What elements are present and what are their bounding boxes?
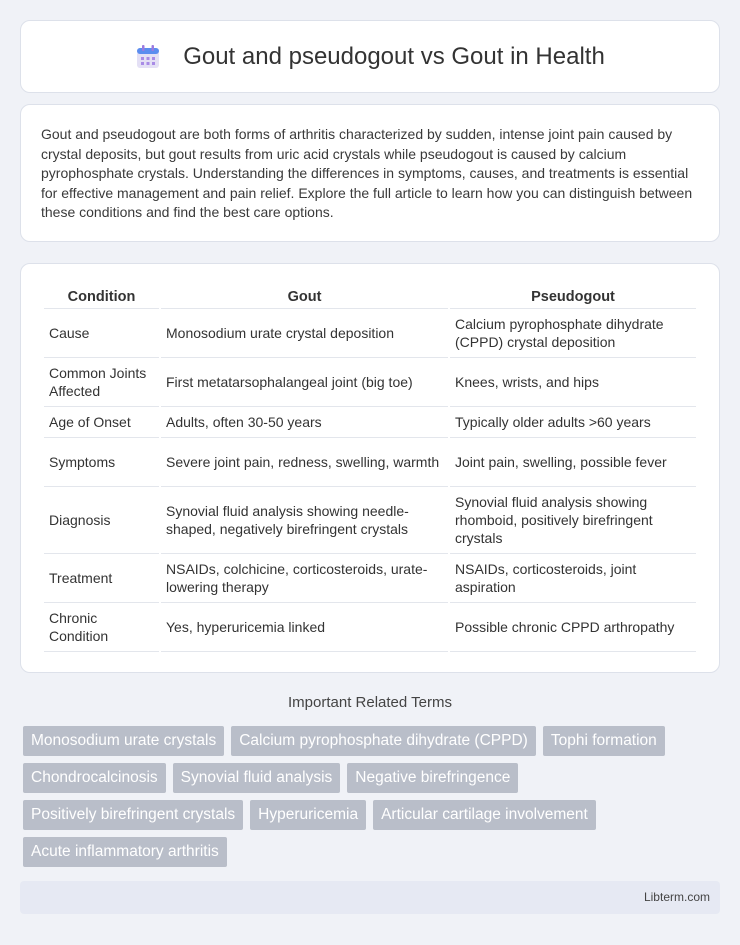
pseudogout-cell: Calcium pyrophosphate dihydrate (CPPD) crystal deposition: [450, 309, 696, 358]
table-row: [44, 603, 696, 652]
row-label: Common Joints Affected: [44, 358, 159, 407]
related-terms-list: [23, 726, 723, 874]
header-pseudogout: Pseudogout: [450, 284, 696, 309]
pseudogout-cell: NSAIDs, corticosteroids, joint aspiration: [450, 554, 696, 603]
row-label: Diagnosis: [44, 487, 159, 554]
row-label: Symptoms: [44, 438, 159, 487]
table-row: [44, 554, 696, 603]
pseudogout-cell: Synovial fluid analysis showing rhomboid, positively birefringent crystals: [450, 487, 696, 554]
footer: [20, 881, 720, 914]
related-terms-title: Important Related Terms: [288, 694, 452, 711]
page-title: Gout and pseudogout vs Gout in Health: [183, 42, 605, 70]
header-condition: Condition: [44, 284, 159, 309]
related-term-tag[interactable]: Chondrocalcinosis: [23, 763, 166, 793]
related-term-tag[interactable]: Negative birefringence: [347, 763, 518, 793]
related-term-tag[interactable]: Synovial fluid analysis: [173, 763, 341, 793]
related-term-tag[interactable]: Calcium pyrophosphate dihydrate (CPPD): [231, 726, 536, 756]
row-label: Cause: [44, 309, 159, 358]
related-term-tag[interactable]: Tophi formation: [543, 726, 665, 756]
footer-site-link[interactable]: Libterm.com: [643, 890, 710, 904]
gout-cell: Monosodium urate crystal deposition: [161, 309, 448, 358]
header-card: [20, 20, 720, 93]
header-gout: Gout: [161, 284, 448, 309]
pseudogout-cell: Joint pain, swelling, possible fever: [450, 438, 696, 487]
intro-text: Gout and pseudogout are both forms of arthritis characterized by sudden, intense joint pain caused by crystal deposits, but gout results from uric acid crystals while pseudogout is caused by calcium pyrophosphate crystals. Understanding the differences in symptoms, causes, and treatments is essential for effective management and pain relief. Explore the full article to learn how you can distinguish between these conditions and find the best care options.: [41, 126, 693, 220]
gout-cell: Adults, often 30-50 years: [161, 407, 448, 438]
gout-cell: NSAIDs, colchicine, corticosteroids, urate-lowering therapy: [161, 554, 448, 603]
table-row: [44, 407, 696, 438]
row-label: Treatment: [44, 554, 159, 603]
table-row: [44, 309, 696, 358]
row-label: Age of Onset: [44, 407, 159, 438]
calendar-icon: [135, 44, 161, 70]
gout-cell: Synovial fluid analysis showing needle-shaped, negatively birefringent crystals: [161, 487, 448, 554]
row-label: Chronic Condition: [44, 603, 159, 652]
related-term-tag[interactable]: Acute inflammatory arthritis: [23, 837, 227, 867]
table-header-row: [44, 284, 696, 309]
pseudogout-cell: Possible chronic CPPD arthropathy: [450, 603, 696, 652]
comparison-table-card: [20, 263, 720, 673]
pseudogout-cell: Typically older adults >60 years: [450, 407, 696, 438]
related-term-tag[interactable]: Hyperuricemia: [250, 800, 366, 830]
gout-cell: Yes, hyperuricemia linked: [161, 603, 448, 652]
table-row: [44, 358, 696, 407]
intro-card: [20, 104, 720, 242]
related-term-tag[interactable]: Positively birefringent crystals: [23, 800, 243, 830]
comparison-table: [42, 284, 698, 652]
table-row: [44, 438, 696, 487]
table-row: [44, 487, 696, 554]
gout-cell: First metatarsophalangeal joint (big toe): [161, 358, 448, 407]
pseudogout-cell: Knees, wrists, and hips: [450, 358, 696, 407]
related-term-tag[interactable]: Articular cartilage involvement: [373, 800, 596, 830]
related-term-tag[interactable]: Monosodium urate crystals: [23, 726, 224, 756]
gout-cell: Severe joint pain, redness, swelling, warmth: [161, 438, 448, 487]
